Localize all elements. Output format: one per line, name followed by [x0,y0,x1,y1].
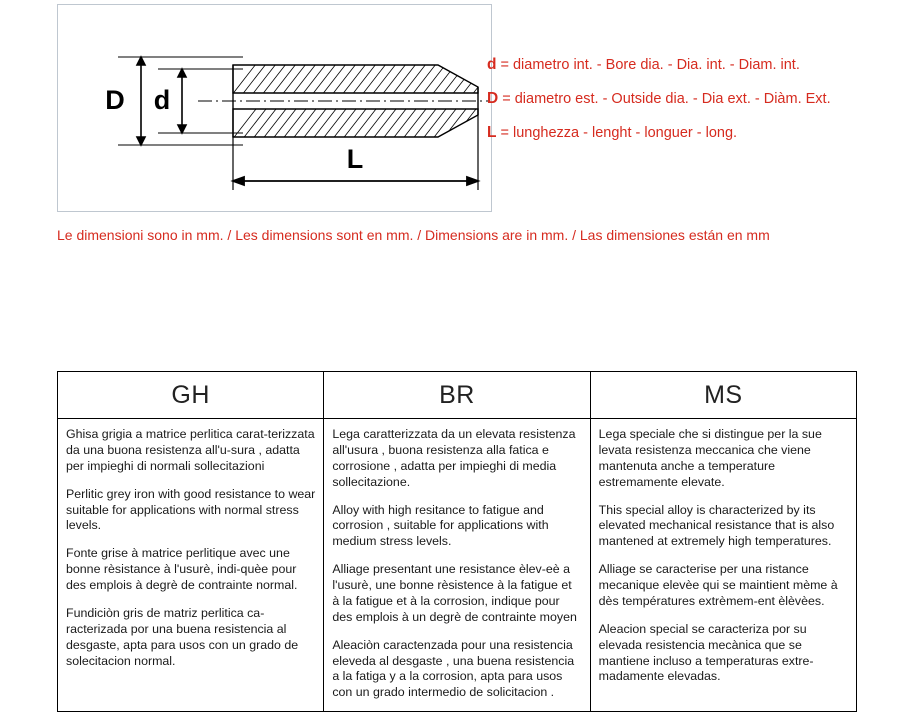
legend-symbol-D: D [487,89,499,107]
cell-ms [590,419,856,712]
ms-text-it: Lega speciale che si distingue per la sue levata resistenza meccanica che viene mantenuta anche a temperature estremamente elevate. [598,427,822,489]
gh-text-en: Perlitic grey iron with good resistance to wear suitable for applications with normal stress levels. [66,486,316,533]
legend-symbol-d: d [487,56,497,73]
br-text-it: Lega caratterizzata da un elevata resistenza all'usura , buona resistenza alla fatica e corrosione , adatta per impieghi di media sollecitazione. [332,427,576,489]
alloy-description-table [57,371,857,712]
column-header-br: BR [324,372,590,419]
label-outer-diameter: D [105,85,125,115]
gh-text-es: Fundiciòn gris de matriz perlitica ca-racterizada por una buena resistencia al desgaste, apta para usos con un grado de solecitacion normal. [66,605,299,668]
br-text-fr: Alliage presentant une resistance èlev-eè a l'usurè, une bonne rèsistence à la fatigue et à la fatigue et à la corrosion, indique pour des emplois à un degrè de contrainte moyen [332,562,577,624]
cell-gh [58,419,324,712]
units-note: Le dimensioni sono in mm. / Les dimensions sont en mm. / Dimensions are in mm. / Las dimensiones están en mm [57,227,770,243]
ms-text-fr: Alliage se caracterise per una ristance mecanique elevèe qui se maintient mème à dès températures extrèmem-ent èlèvèes. [598,562,838,608]
br-text-es: Aleaciòn caractenzada pour una resistencia eleveda al desgaste , una buena resistencia a la fatiga y a la corrosion, apta para usos con un grado intermedio de solicitacion . [332,637,575,700]
ms-text-es: Aleacion special se caracteriza por su elevada resistencia mecànica que se mantiene incluso a temperaturas extre-madamente elevadas. [598,621,814,684]
ms-text-en: This special alloy is characterized by its elevated mechanical resistance that is also mantened at extremely high temperatures. [598,502,835,549]
legend-text-bore-dia: = diametro int. - Bore dia. - Dia. int. - Diam. int. [500,57,800,73]
legend-text-outside-dia: = diametro est. - Outside dia. - Dia ext. - Diàm. Ext. [502,90,831,107]
legend-row-length [487,124,907,142]
br-descriptions [324,419,589,711]
gh-descriptions [58,419,323,679]
ms-descriptions [591,419,856,695]
legend [487,56,907,158]
label-inner-diameter: d [153,85,171,115]
table-header-row [58,372,857,419]
cell-br [324,419,590,712]
label-length: L [346,144,364,174]
legend-row-outside-dia [487,90,907,108]
gh-text-it: Ghisa grigia a matrice perlitica carat-terizzata da una buona resistenza all'u-sura , adatta per impieghi di normali sollecitazioni [66,427,315,473]
column-header-gh: GH [58,372,324,419]
legend-row-bore-dia [487,56,907,74]
bushing-technical-drawing [58,5,491,211]
legend-symbol-L: L [487,123,497,141]
column-header-ms: MS [590,372,856,419]
table-row [58,419,857,712]
legend-text-length: = lunghezza - lenght - longuer - long. [500,124,738,141]
bushing-diagram-panel [57,4,492,212]
br-text-en: Alloy with high resitance to fatigue and corrosion , suitable for applications with medium stress levels. [332,502,549,549]
gh-text-fr: Fonte grise à matrice perlitique avec une bonne rèsistance à l'usurè, indi-quèe pour des emplois à degrè de contrainte normal. [66,546,298,592]
